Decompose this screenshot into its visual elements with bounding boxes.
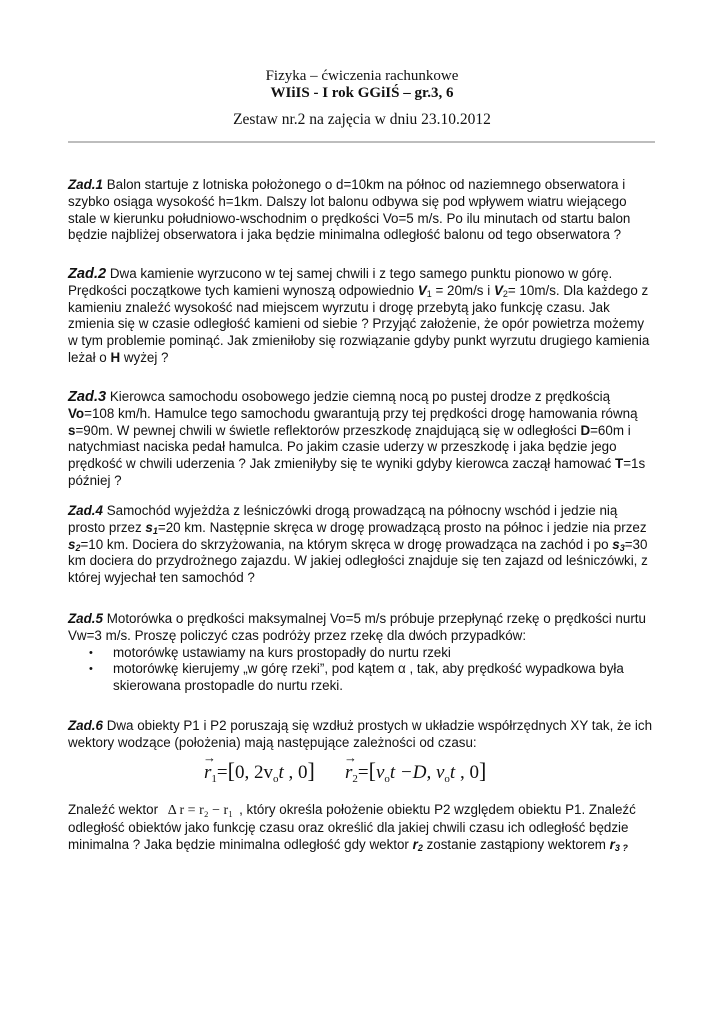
task-2-text-b: = 20m/s i [431, 282, 494, 298]
task-3-text-a: Kierowca samochodu osobowego jedzie ciemną nocą po pustej drodze z prędkością [109, 389, 611, 404]
task-1 [68, 177, 654, 244]
task-6-r3: r [609, 836, 615, 852]
task-3-t: T [615, 456, 624, 472]
task-3-d: D [580, 422, 591, 438]
delta-r-equation: Δ r = r₂ − r₁ [167, 803, 234, 818]
task-2-v1-sub: 1 [426, 288, 432, 299]
task-6-r2-sub: 2 [417, 842, 423, 853]
task-2-v1: V [417, 282, 427, 298]
r2-v2: v [435, 762, 445, 783]
task-4-text-d: =30 km dociera do przydrożnego zajazdu. W jakiej odległości znajduje się ten zajazd od leśniczówki, z której wyjechał ten samochód ? [68, 536, 648, 586]
task-4-s3: s [612, 536, 620, 552]
header-divider [68, 141, 655, 143]
r1-x-sub: o [272, 773, 279, 785]
r1-equals: = [216, 762, 228, 783]
task-3-label: Zad.3 [68, 389, 107, 405]
task-3-text-d: =60m i natychmiast naciska pedał hamulca. Po jakim czasie uderzy w przeszkodę i jaka będzie jego prędkość w chwili uderzenia ? Jak zmieniłyby się te wyniki gdyby kierowca zaczął hamować [68, 422, 631, 472]
task-5 [68, 611, 654, 695]
r2-close-bracket: ] [478, 758, 487, 783]
header-subject: Fizyka – ćwiczenia rachunkowe [265, 68, 459, 84]
r1-sub: 1 [211, 773, 217, 785]
r2-open-bracket: [ [368, 758, 376, 783]
task-6-question-text: , który określa położenie obiektu P2 względem obiektu P1. Znaleźć odległość obiektów jako funkcję czasu oraz określić dla jakiej chwili czasu ich odległość będzie minimalna ? Jaka będzie minimalna odległość gdy wektor [68, 802, 636, 852]
task-2 [68, 266, 654, 367]
r1-close-bracket: ] [307, 758, 315, 783]
task-3-text-c: =90m. W pewnej chwili w świetle reflektorów przeszkodę znajdującą się w odległości [75, 422, 581, 438]
task-6-find-text: Znaleźć wektor [68, 802, 159, 817]
task-6-r3-sub: 3 ? [614, 842, 628, 853]
r2-equals: = [357, 762, 369, 783]
task-4-s1: s [145, 519, 153, 535]
header-set-date: Zestaw nr.2 na zajęcia w dniu 23.10.2012 [233, 111, 491, 128]
task-5-text: Motorówka o prędkości maksymalnej Vo=5 m/s próbuje przepłynąć rzekę o prędkości nurtu Vw=3 m/s. Proszę policzyć czas podróży przez rzekę dla dwóch przypadków: [68, 611, 646, 643]
r2-t2: t [449, 762, 456, 783]
task-4-text-a: Samochód wyjeżdża z leśniczówki drogą prowadzącą na północny wschód i jedzie nią prosto przez [68, 503, 618, 535]
task-3-text-e: =1s później ? [68, 456, 646, 488]
task-2-text-a: Dwa kamienie wyrzucono w tej samej chwili i z tego samego punktu pionowo w górę. Prędkości początkowe tych kamieni wynoszą odpowiednio [68, 266, 613, 298]
r1-t: t [278, 762, 284, 783]
task-4-s1-sub: 1 [152, 525, 158, 536]
r2-v: v [375, 762, 385, 783]
r2-v2-sub: o [444, 773, 450, 785]
task-1-label: Zad.1 [68, 177, 103, 192]
task-5-label: Zad.5 [68, 611, 103, 626]
task-4 [68, 503, 654, 587]
r2-v-sub: o [384, 773, 390, 785]
task-4-label: Zad.4 [68, 503, 103, 518]
r1-vector-symbol: → r [204, 762, 211, 784]
task-1-text: Balon startuje z lotniska położonego o d=10km na północ od naziemnego obserwatora i szybko osiąga wysokość h=1km. Dalszy lot balonu odbywa się pod wpływem wiatru wiejącego stale w kierunku południowo-wschodnim o prędkości Vo=5 m/s. Po ilu minutach od startu balon będzie najbliżej obserwatora i jaka będzie minimalna odległość balonu od tego obserwatora ? [68, 177, 631, 243]
task-4-s3-sub: 3 [619, 542, 625, 553]
task-2-label: Zad.2 [68, 266, 107, 282]
task-6-r2: r [412, 836, 418, 852]
task-2-h: H [110, 349, 121, 365]
task-6-continued [68, 802, 654, 853]
task-6-replace-text: zostanie zastąpiony wektorem [422, 836, 610, 852]
task-2-v2: V [493, 282, 503, 298]
task-6 [68, 718, 654, 752]
r2-y-component: , 0 [455, 762, 479, 783]
task-2-text-c: = 10m/s. Dla każdego z kamieniu znaleźć wysokość nad miejscem wyrzutu i drogę przebytą jako funkcję czasu. Jak zmienia się w czasie odległość kamieni od siebie ? Przyjąć założenie, że opór powietrza możemy w tym problemie pominąć. Jak zmieniłoby się rozwiązanie gdyby punkt wyrzutu drugiego kamienia leżał o [68, 282, 650, 365]
r2-sub: 2 [352, 773, 358, 785]
task-5-item-2: • motorówkę kierujemy „w górę rzeki”, pod kątem α , tak, aby prędkość wypadkowa była skierowana prostopadle do nurtu rzeki. [113, 661, 654, 695]
r1-open-bracket: [ [227, 758, 235, 783]
task-2-text-d: wyżej ? [120, 349, 169, 365]
task-3 [68, 389, 654, 490]
r2-vector-symbol: → r [345, 762, 352, 784]
task-4-text-b: =20 km. Następnie skręca w drogę prowadzącą prosto na północ i jedzie nia przez [157, 519, 647, 535]
task-5-list [68, 645, 654, 695]
task-6-text: Dwa obiekty P1 i P2 poruszają się wzdłuż prostych w układzie współrzędnych XY tak, że ich wektory wodzące (położenia) mają następujące zależności od czasu: [68, 718, 653, 750]
equation-r2 [345, 758, 486, 784]
r2-t: t [389, 762, 396, 783]
task-2-v2-sub: 2 [502, 288, 508, 299]
task-6-label: Zad.6 [68, 718, 103, 733]
r1-y-component: , 0 [283, 762, 308, 783]
r1-x-component: 0, 2v [234, 762, 273, 783]
task-4-s2-sub: 2 [75, 542, 81, 553]
task-5-item-1: • motorówkę ustawiamy na kurs prostopadły do nurtu rzeki [113, 645, 654, 662]
task-3-vo: Vo [68, 405, 85, 421]
task-4-text-c: =10 km. Dociera do skrzyżowania, na którym skręca w drogę prowadząca na zachód i po [80, 536, 613, 552]
equation-r1 [204, 758, 315, 784]
header-group: WIiIS - I rok GGiIŚ – gr.3, 6 [270, 85, 454, 101]
task-3-text-b: =108 km/h. Hamulce tego samochodu gwarantują przy tej prędkości drogę hamowania równą [84, 405, 638, 421]
task-3-s: s [68, 422, 76, 438]
task-4-s2: s [68, 536, 76, 552]
r2-minus-d: −D, [395, 762, 436, 783]
